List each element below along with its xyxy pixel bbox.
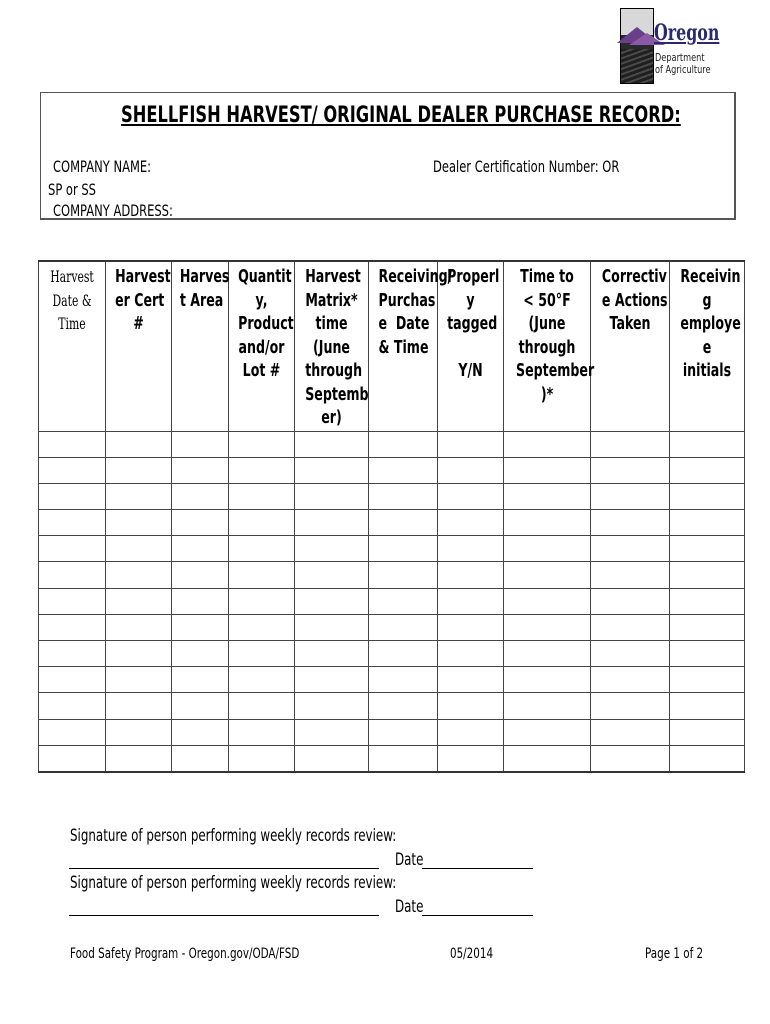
date-label-1: Date [395, 850, 424, 869]
table-row [39, 510, 745, 536]
table-cell[interactable] [39, 562, 106, 588]
date-line-2[interactable] [422, 915, 533, 916]
table-cell[interactable] [39, 431, 106, 457]
table-cell[interactable] [39, 667, 106, 693]
table-cell[interactable] [106, 693, 172, 719]
table-cell[interactable] [591, 588, 670, 614]
table-cell[interactable] [295, 483, 369, 509]
date-label-2: Date [395, 897, 424, 916]
table-cell[interactable] [504, 483, 591, 509]
table-cell[interactable] [39, 614, 106, 640]
table-cell[interactable] [369, 431, 438, 457]
table-cell[interactable] [172, 431, 229, 457]
table-cell[interactable] [438, 431, 504, 457]
table-cell[interactable] [295, 588, 369, 614]
table-cell[interactable] [670, 562, 745, 588]
table-cell[interactable] [670, 614, 745, 640]
table-cell[interactable] [438, 483, 504, 509]
logo-subtitle-line1: Department [655, 52, 705, 64]
col-harvest-area: Harves t Area [172, 261, 229, 431]
table-cell[interactable] [229, 483, 295, 509]
table-cell[interactable] [670, 719, 745, 745]
table-cell[interactable] [39, 457, 106, 483]
table-cell[interactable] [670, 745, 745, 772]
table-cell[interactable] [591, 614, 670, 640]
table-cell[interactable] [229, 719, 295, 745]
table-cell[interactable] [670, 431, 745, 457]
table-cell[interactable] [670, 641, 745, 667]
table-cell[interactable] [438, 667, 504, 693]
table-cell[interactable] [229, 457, 295, 483]
table-cell[interactable] [591, 457, 670, 483]
table-cell[interactable] [106, 641, 172, 667]
oda-logo [620, 8, 720, 84]
table-cell[interactable] [39, 641, 106, 667]
table-cell[interactable] [39, 588, 106, 614]
sp-ss-label: SP or SS [48, 180, 96, 199]
table-cell[interactable] [369, 667, 438, 693]
table-cell[interactable] [591, 510, 670, 536]
table-cell[interactable] [39, 510, 106, 536]
col-harvester-cert: Harvest er Cert # [106, 261, 172, 431]
footer-program: Food Safety Program - Oregon.gov/ODA/FSD [70, 946, 300, 962]
table-cell[interactable] [229, 510, 295, 536]
table-cell[interactable] [369, 588, 438, 614]
table-cell[interactable] [504, 667, 591, 693]
table-cell[interactable] [106, 483, 172, 509]
col-corrective-actions: Correctiv e Actions Taken [591, 261, 670, 431]
table-cell[interactable] [438, 588, 504, 614]
table-cell[interactable] [172, 588, 229, 614]
table-cell[interactable] [438, 562, 504, 588]
col-time-to-50f: Time to < 50°F (June through September )* [504, 261, 591, 431]
table-cell[interactable] [670, 536, 745, 562]
table-cell[interactable] [229, 745, 295, 772]
signature-line-1[interactable] [69, 868, 379, 869]
table-row [39, 536, 745, 562]
company-address-label: COMPANY ADDRESS: [53, 201, 173, 220]
table-cell[interactable] [229, 641, 295, 667]
table-header-row [39, 261, 745, 431]
logo-subtitle [655, 52, 711, 76]
table-cell[interactable] [295, 562, 369, 588]
table-cell[interactable] [438, 693, 504, 719]
dealer-cert-label: Dealer Certification Number: OR [433, 157, 620, 176]
table-cell[interactable] [106, 588, 172, 614]
table-row [39, 562, 745, 588]
table-cell[interactable] [39, 483, 106, 509]
col-properly-tagged: Properl y tagged Y/N [438, 261, 504, 431]
table-cell[interactable] [229, 562, 295, 588]
table-cell[interactable] [229, 431, 295, 457]
table-cell[interactable] [438, 745, 504, 772]
purchase-record-table [38, 260, 745, 773]
table-cell[interactable] [369, 457, 438, 483]
table-cell[interactable] [106, 431, 172, 457]
table-cell[interactable] [106, 510, 172, 536]
table-cell[interactable] [504, 745, 591, 772]
table-row [39, 614, 745, 640]
table-cell[interactable] [172, 457, 229, 483]
table-cell[interactable] [670, 457, 745, 483]
table-row [39, 483, 745, 509]
table-cell[interactable] [295, 745, 369, 772]
table-cell[interactable] [504, 641, 591, 667]
table-cell[interactable] [106, 614, 172, 640]
review-signature-label-1: Signature of person performing weekly records review: [70, 826, 397, 845]
table-cell[interactable] [591, 483, 670, 509]
form-title: SHELLFISH HARVEST/ ORIGINAL DEALER PURCHASE RECORD: [121, 103, 681, 128]
table-row [39, 719, 745, 745]
table-row [39, 667, 745, 693]
table-cell[interactable] [670, 667, 745, 693]
table-cell[interactable] [172, 693, 229, 719]
table-cell[interactable] [295, 536, 369, 562]
review-signature-label-2: Signature of person performing weekly records review: [70, 873, 397, 892]
table-cell[interactable] [438, 641, 504, 667]
company-name-label: COMPANY NAME: [53, 157, 152, 176]
table-cell[interactable] [295, 614, 369, 640]
col-receiving-purchase-date: Receiving/ Purchas e Date & Time [369, 261, 438, 431]
table-cell[interactable] [172, 562, 229, 588]
table-cell[interactable] [670, 510, 745, 536]
table-row [39, 693, 745, 719]
table-cell[interactable] [172, 719, 229, 745]
table-cell[interactable] [295, 641, 369, 667]
table-cell[interactable] [39, 719, 106, 745]
table-cell[interactable] [504, 693, 591, 719]
table-cell[interactable] [106, 457, 172, 483]
table-cell[interactable] [106, 536, 172, 562]
table-cell[interactable] [295, 667, 369, 693]
table-cell[interactable] [504, 614, 591, 640]
table-cell[interactable] [369, 536, 438, 562]
table-cell[interactable] [670, 483, 745, 509]
col-harvest-matrix-time: Harvest Matrix* time (June through Septemb er) [295, 261, 369, 431]
table-cell[interactable] [504, 431, 591, 457]
table-cell[interactable] [504, 510, 591, 536]
col-receiving-employee-initials: Receivin g employe e initials [670, 261, 745, 431]
logo-subtitle-line2: of Agriculture [655, 64, 711, 76]
col-quantity-product-lot: Quantit y, Product and/or Lot # [229, 261, 295, 431]
table-cell[interactable] [369, 483, 438, 509]
table-cell[interactable] [172, 483, 229, 509]
company-info-box [40, 92, 736, 220]
table-cell[interactable] [229, 536, 295, 562]
table-cell[interactable] [504, 719, 591, 745]
table-cell[interactable] [39, 536, 106, 562]
logo-oregon-text: Oregon [654, 20, 720, 46]
table-cell[interactable] [591, 536, 670, 562]
table-cell[interactable] [591, 641, 670, 667]
table-cell[interactable] [670, 588, 745, 614]
table-cell[interactable] [670, 693, 745, 719]
table-cell[interactable] [172, 745, 229, 772]
table-cell[interactable] [106, 667, 172, 693]
table-row [39, 431, 745, 457]
table-cell[interactable] [295, 510, 369, 536]
table-cell[interactable] [504, 536, 591, 562]
footer-page-number: Page 1 of 2 [645, 946, 704, 962]
table-cell[interactable] [106, 562, 172, 588]
table-cell[interactable] [172, 536, 229, 562]
oregon-landscape-icon [620, 8, 654, 84]
table-cell[interactable] [229, 667, 295, 693]
table-cell[interactable] [438, 719, 504, 745]
table-cell[interactable] [295, 457, 369, 483]
table-cell[interactable] [229, 614, 295, 640]
table-cell[interactable] [172, 614, 229, 640]
table-cell[interactable] [504, 457, 591, 483]
table-cell[interactable] [172, 667, 229, 693]
table-cell[interactable] [106, 719, 172, 745]
table-row [39, 641, 745, 667]
table-cell[interactable] [591, 745, 670, 772]
table-cell[interactable] [229, 693, 295, 719]
table-cell[interactable] [369, 641, 438, 667]
table-cell[interactable] [369, 745, 438, 772]
table-cell[interactable] [295, 693, 369, 719]
table-row [39, 588, 745, 614]
table-cell[interactable] [172, 510, 229, 536]
table-cell[interactable] [438, 510, 504, 536]
table-cell[interactable] [39, 745, 106, 772]
table-cell[interactable] [591, 667, 670, 693]
table-cell[interactable] [172, 641, 229, 667]
table-cell[interactable] [591, 693, 670, 719]
table-cell[interactable] [295, 431, 369, 457]
table-row [39, 457, 745, 483]
table-cell[interactable] [369, 719, 438, 745]
table-cell[interactable] [369, 614, 438, 640]
table-cell[interactable] [106, 745, 172, 772]
table-cell[interactable] [369, 562, 438, 588]
table-cell[interactable] [504, 562, 591, 588]
table-cell[interactable] [39, 693, 106, 719]
table-cell[interactable] [591, 431, 670, 457]
table-cell[interactable] [438, 457, 504, 483]
table-cell[interactable] [229, 588, 295, 614]
table-cell[interactable] [504, 588, 591, 614]
table-row [39, 745, 745, 772]
footer-date: 05/2014 [450, 946, 494, 962]
table-cell[interactable] [369, 510, 438, 536]
table-cell[interactable] [591, 719, 670, 745]
table-cell[interactable] [369, 693, 438, 719]
table-cell[interactable] [438, 614, 504, 640]
table-cell[interactable] [438, 536, 504, 562]
table-cell[interactable] [591, 562, 670, 588]
table-cell[interactable] [295, 719, 369, 745]
signature-line-2[interactable] [69, 915, 379, 916]
col-harvest-date-time: Harvest Date & Time [39, 261, 106, 431]
date-line-1[interactable] [422, 868, 533, 869]
